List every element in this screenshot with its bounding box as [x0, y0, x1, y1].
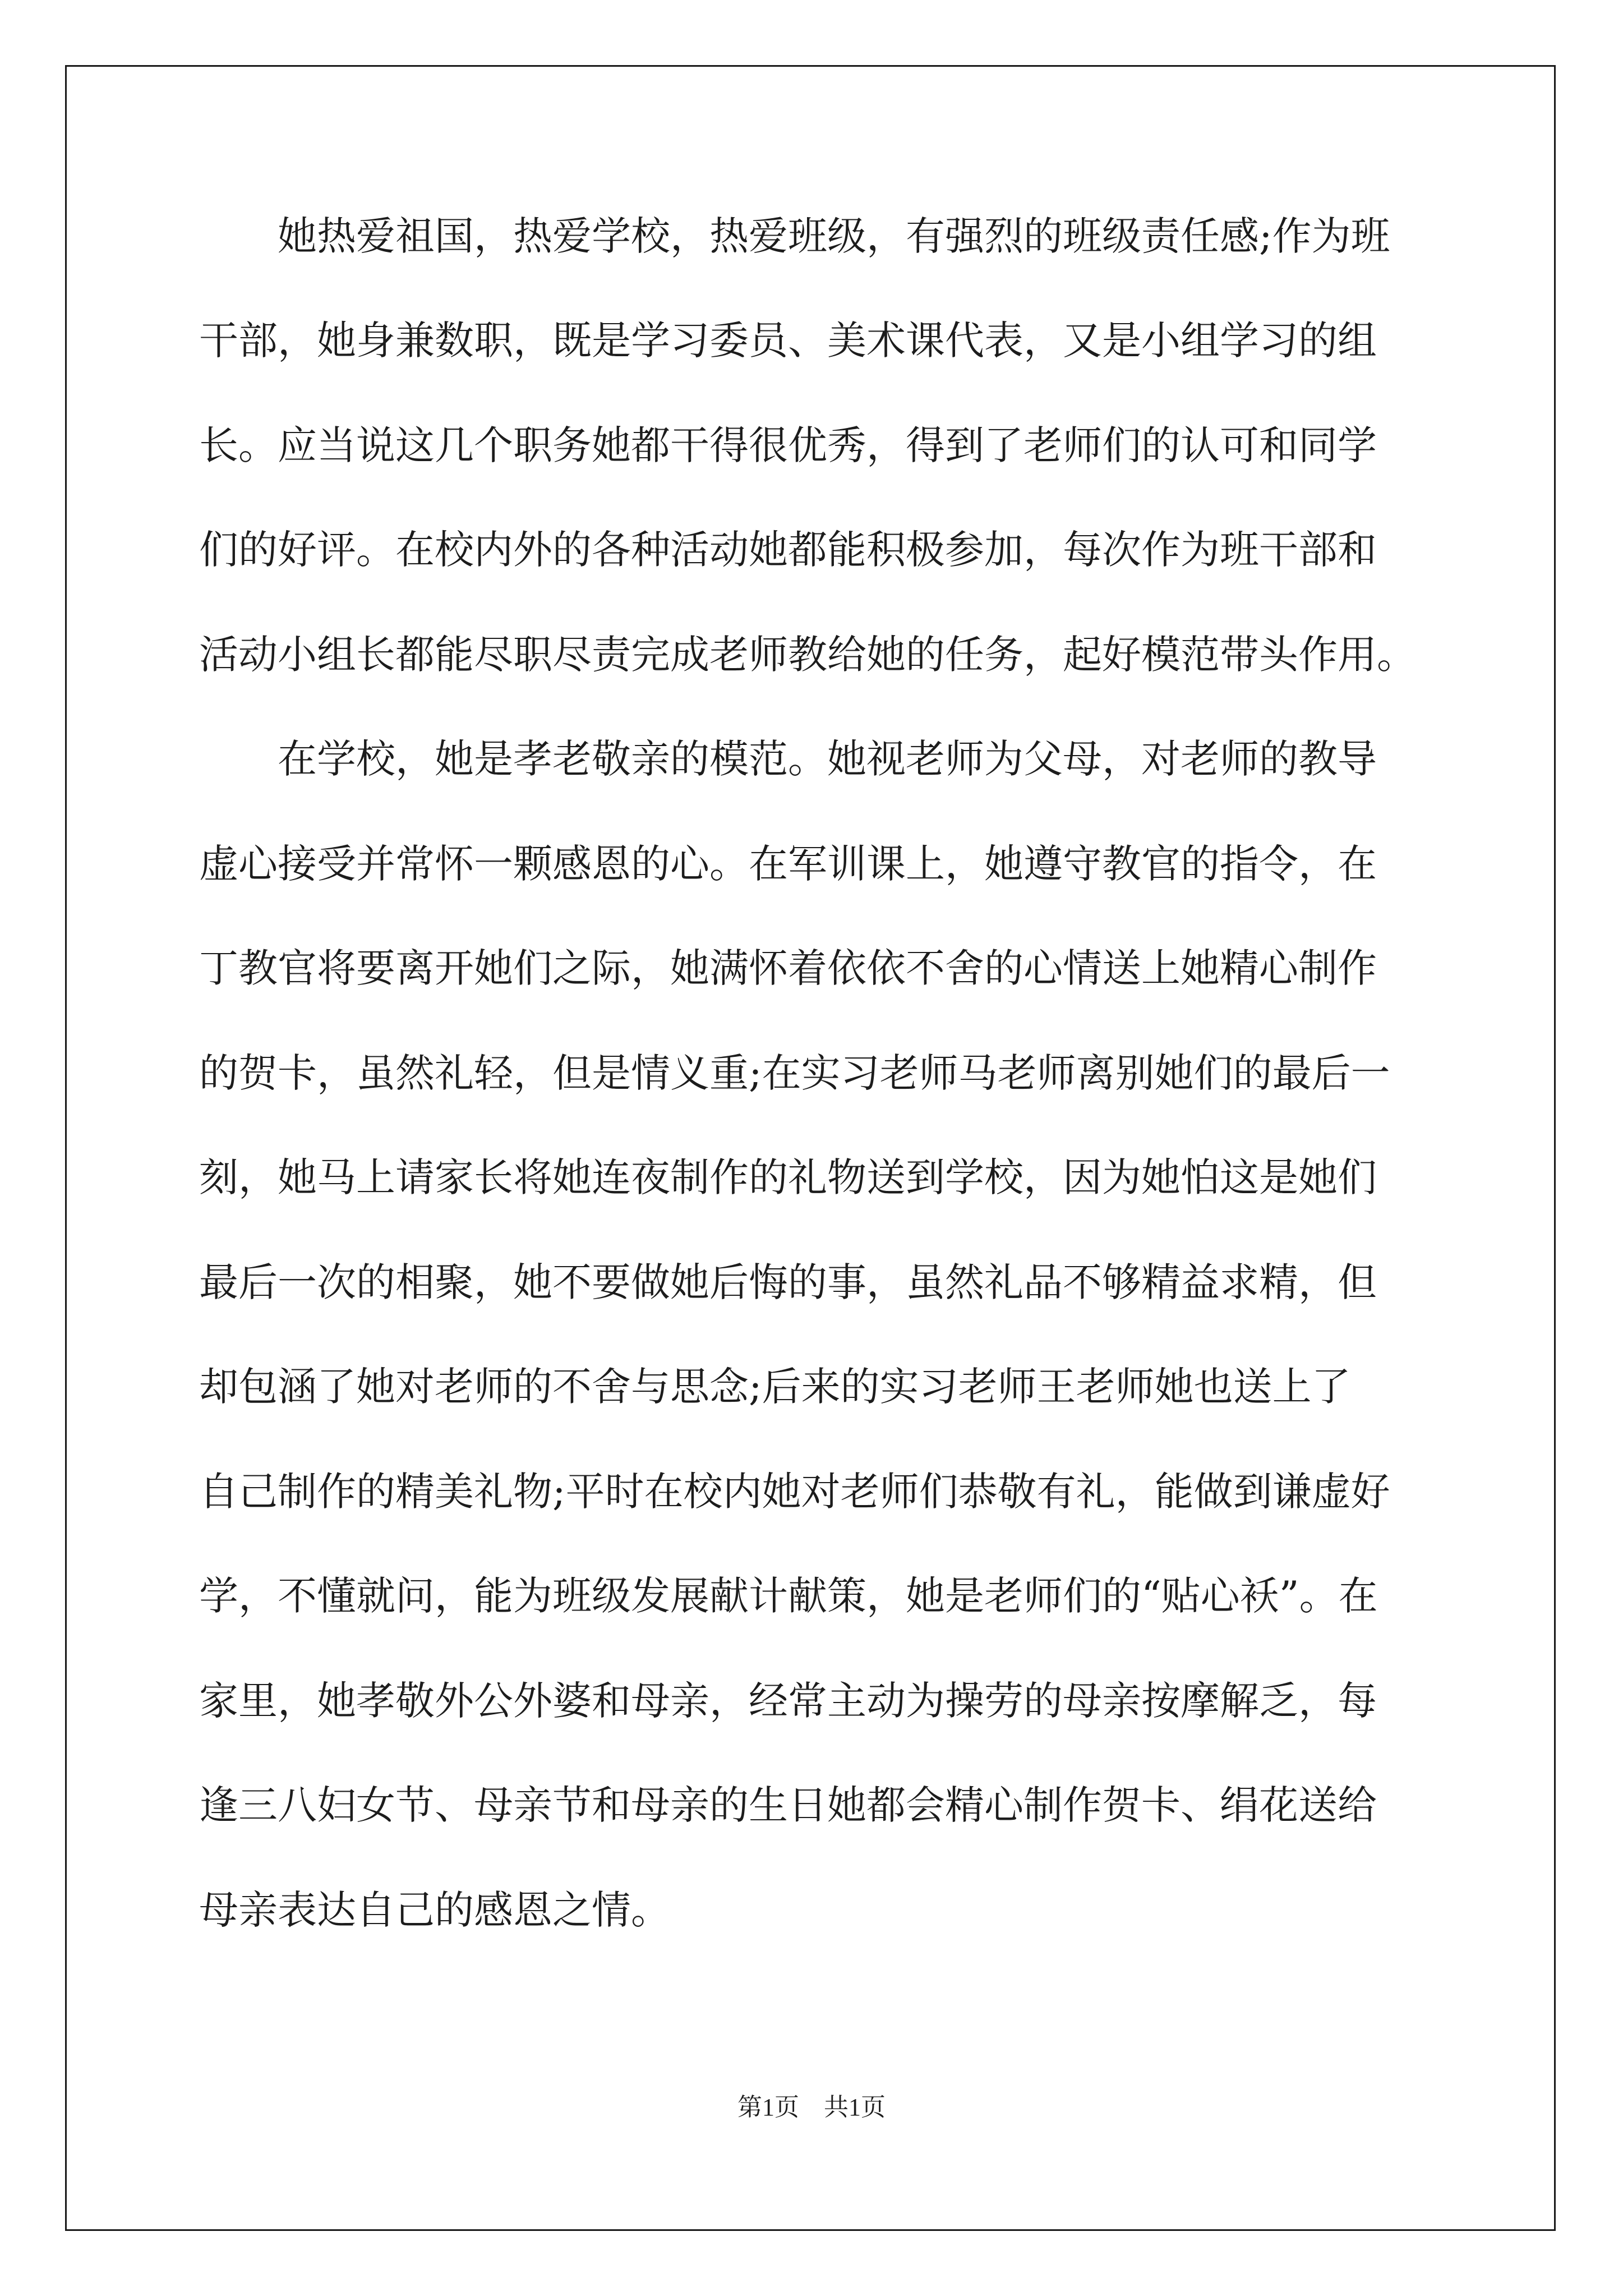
text-line: 活动小组长都能尽职尽责完成老师教给她的任务，起好模范带头作用。	[199, 632, 1416, 678]
text-line: 虚心接受并常怀一颗感恩的心。在军训课上，她遵守教官的指令，在	[199, 841, 1377, 887]
text-line: 学，不懂就问，能为班级发展献计献策，她是老师们的“贴心袄”。在	[199, 1573, 1378, 1619]
text-line: 逢三八妇女节、母亲节和母亲的生日她都会精心制作贺卡、绢花送给	[199, 1782, 1377, 1828]
text-line: 长。应当说这几个职务她都干得很优秀，得到了老师们的认可和同学	[199, 422, 1377, 468]
page-number: 第1页 共1页	[737, 2093, 886, 2121]
text-line: 自己制作的精美礼物;平时在校内她对老师们恭敬有礼，能做到谦虚好	[199, 1469, 1390, 1515]
text-line: 丁教官将要离开她们之际，她满怀着依依不舍的心情送上她精心制作	[199, 945, 1377, 991]
text-line: 却包涵了她对老师的不舍与思念;后来的实习老师王老师她也送上了	[199, 1364, 1351, 1410]
text-line: 家里，她孝敬外公外婆和母亲，经常主动为操劳的母亲按摩解乏，每	[199, 1678, 1377, 1724]
text-line: 母亲表达自己的感恩之情。	[199, 1887, 670, 1933]
text-line: 的贺卡，虽然礼轻，但是情义重;在实习老师马老师离别她们的最后一	[199, 1050, 1390, 1096]
text-line: 她热爱祖国，热爱学校，热爱班级，有强烈的班级责任感;作为班	[199, 213, 1390, 259]
text-line: 刻，她马上请家长将她连夜制作的礼物送到学校，因为她怕这是她们	[199, 1154, 1377, 1200]
text-line: 最后一次的相聚，她不要做她后悔的事，虽然礼品不够精益求精，但	[199, 1259, 1377, 1305]
text-line: 们的好评。在校内外的各种活动她都能积极参加，每次作为班干部和	[199, 527, 1377, 573]
text-line: 干部，她身兼数职，既是学习委员、美术课代表，又是小组学习的组	[199, 318, 1377, 364]
text-line: 在学校，她是孝老敬亲的模范。她视老师为父母，对老师的教导	[199, 736, 1377, 782]
